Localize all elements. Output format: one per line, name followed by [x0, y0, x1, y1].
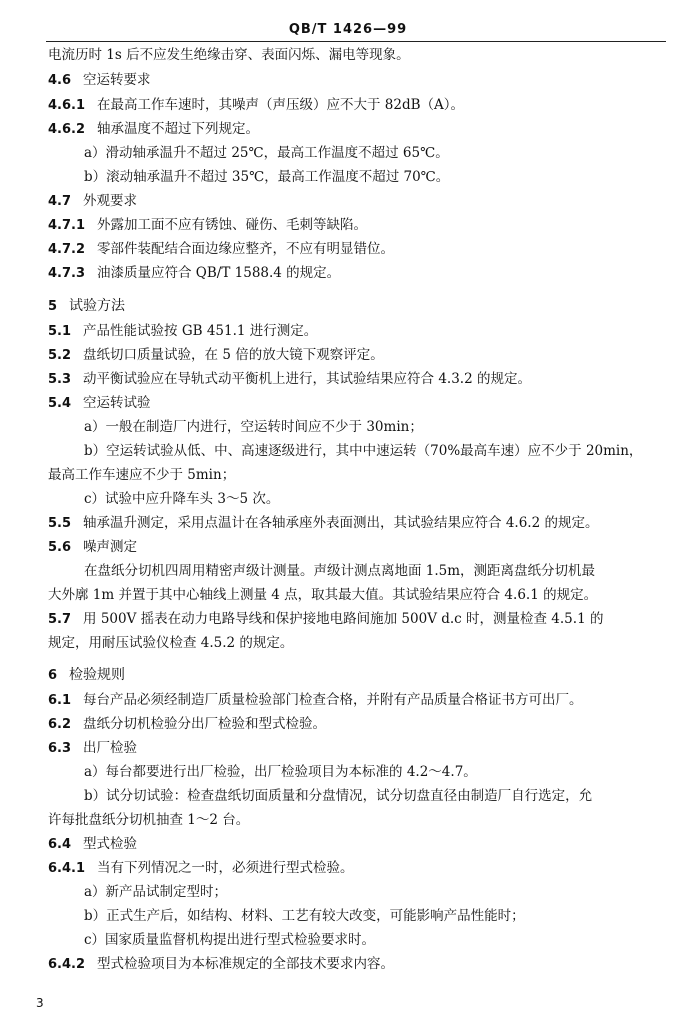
- text-line: 电流历时 1s 后不应发生绝缘击穿、表面闪烁、漏电等现象。: [48, 47, 410, 63]
- subsection-4-7: 4.7 外观要求: [48, 193, 138, 209]
- clause-4-6-1: 4.6.1 在最高工作车速时，其噪声（声压级）应不大于 82dB（A）。: [48, 97, 465, 113]
- page-number: 3: [36, 996, 44, 1010]
- clause-4-7-2: 4.7.2 零部件装配结合面边缘应整齐，不应有明显错位。: [48, 241, 395, 257]
- list-item: a）滑动轴承温升不超过 25℃，最高工作温度不超过 65℃。: [84, 145, 449, 161]
- clause-5-7: 5.7 用 500V 摇表在动力电路导线和保护接地电路间施加 500V d.c 时，测量检查 4.5.1 的: [48, 611, 604, 627]
- clause-4-7-1: 4.7.1 外露加工面不应有锈蚀、碰伤、毛刺等缺陷。: [48, 217, 368, 233]
- clause-5-1: 5.1 产品性能试验按 GB 451.1 进行测定。: [48, 323, 318, 339]
- continuation-line: 许每批盘纸分切机抽查 1～2 台。: [48, 812, 250, 828]
- continuation-line: 最高工作车速应不少于 5min；: [48, 467, 236, 483]
- list-item: a）一般在制造厂内进行，空运转时间应不少于 30min；: [84, 419, 423, 435]
- subsection-4-6: 4.6 空运转要求: [48, 72, 151, 88]
- list-item: b）空运转试验从低、中、高速逐级进行，其中中速运转（70%最高车速）应不少于 20min，: [84, 443, 643, 459]
- list-item: c）试验中应升降车头 3～5 次。: [84, 491, 280, 507]
- continuation-line: 规定，用耐压试验仪检查 4.5.2 的规定。: [48, 635, 294, 651]
- clause-5-6: 5.6 噪声测定: [48, 539, 138, 555]
- clause-5-4: 5.4 空运转试验: [48, 395, 151, 411]
- clause-5-5: 5.5 轴承温升测定，采用点温计在各轴承座外表面测出，其试验结果应符合 4.6.2 的规定。: [48, 515, 599, 531]
- clause-5-2: 5.2 盘纸切口质量试验，在 5 倍的放大镜下观察评定。: [48, 347, 384, 363]
- clause-4-7-3: 4.7.3 油漆质量应符合 QB/T 1588.4 的规定。: [48, 265, 341, 281]
- paragraph-line: 在盘纸分切机四周用精密声级计测量。声级计测点离地面 1.5m，测距离盘纸分切机最: [84, 563, 596, 579]
- clause-6-3: 6.3 出厂检验: [48, 740, 138, 756]
- list-item: a）新产品试制定型时；: [84, 884, 228, 900]
- list-item: c）国家质量监督机构提出进行型式检验要求时。: [84, 932, 376, 948]
- list-item: b）试分切试验：检查盘纸切面质量和分盘情况，试分切盘直径由制造厂自行选定，允: [84, 788, 593, 804]
- list-item: a）每台都要进行出厂检验，出厂检验项目为本标准的 4.2～4.7。: [84, 764, 477, 780]
- list-item: b）正式生产后，如结构、材料、工艺有较大改变，可能影响产品性能时；: [84, 908, 525, 924]
- continuation-line: 大外廓 1m 并置于其中心轴线上测量 4 点，取其最大值。其试验结果应符合 4.6.1 的规定。: [48, 587, 598, 603]
- clause-6-4-2: 6.4.2 型式检验项目为本标准规定的全部技术要求内容。: [48, 956, 395, 972]
- clause-5-3: 5.3 动平衡试验应在导轨式动平衡机上进行，其试验结果应符合 4.3.2 的规定。: [48, 371, 531, 387]
- section-5-heading: 5 试验方法: [48, 298, 126, 314]
- standard-header: QB/T 1426—99: [288, 22, 408, 37]
- clause-6-4: 6.4 型式检验: [48, 836, 138, 852]
- clause-6-2: 6.2 盘纸分切机检验分出厂检验和型式检验。: [48, 716, 327, 732]
- clause-6-4-1: 6.4.1 当有下列情况之一时，必须进行型式检验。: [48, 860, 354, 876]
- section-6-heading: 6 检验规则: [48, 667, 126, 683]
- header-rule: [46, 41, 666, 42]
- clause-4-6-2: 4.6.2 轴承温度不超过下列规定。: [48, 121, 260, 137]
- clause-6-1: 6.1 每台产品必须经制造厂质量检验部门检查合格，并附有产品质量合格证书方可出厂。: [48, 692, 583, 708]
- list-item: b）滚动轴承温升不超过 35℃，最高工作温度不超过 70℃。: [84, 169, 450, 185]
